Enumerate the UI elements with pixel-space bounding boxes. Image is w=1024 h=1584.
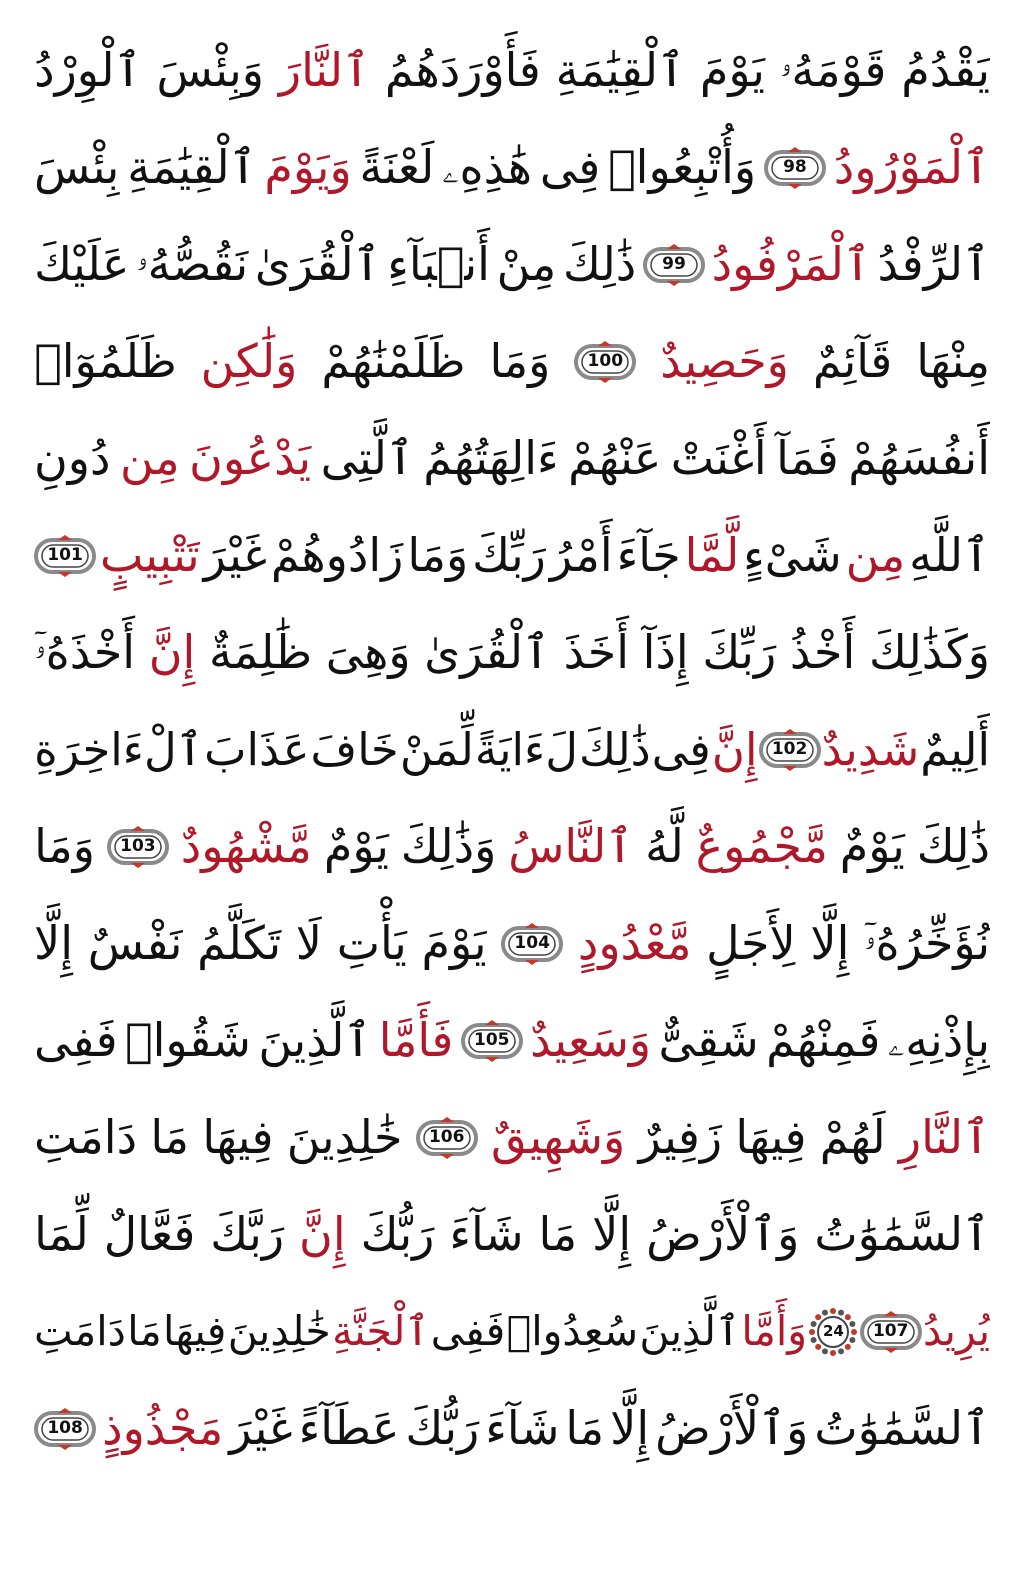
verse-word: ظَلَمُوٓا۟ [34, 334, 177, 388]
verse-word: رَبِّكَ [702, 625, 777, 679]
verse-word: نَقُصُّهُۥ [136, 237, 249, 291]
verse-word: أَخْذَهُۥٓ [34, 625, 136, 679]
ayah-number-marker [34, 534, 96, 578]
verse-word: ٱلسَّمَٰوَٰتُ [814, 1207, 990, 1261]
verse-word: عَلَيْكَ [34, 237, 130, 291]
verse-word: أَخْذُ [789, 625, 856, 679]
verse-word: مِنْ [496, 237, 557, 291]
verse-word: وَمَا [34, 819, 95, 873]
verse-word: ٱلنَّارَ [278, 43, 370, 97]
ayah-number: 107 [872, 1321, 909, 1341]
verse-word: يَوْمَ [699, 43, 765, 97]
verse-word: ٱللَّهِ [909, 528, 990, 582]
hizb-marker [808, 1307, 858, 1357]
verse-word: ظَلَمْنَٰهُمْ [321, 334, 466, 388]
verse-word: وَشَهِيقٌ [491, 1110, 626, 1164]
ayah-number-marker [643, 243, 705, 287]
ayah-number-marker [461, 1019, 523, 1063]
verse-word: أَغْنَتْ [670, 431, 767, 485]
verse-word: فِى [651, 723, 711, 776]
verse-word: وَلَٰكِن [200, 334, 298, 388]
verse-word: قَآئِمٌ [812, 334, 893, 388]
verse-word: يُرِيدُ [923, 1307, 990, 1355]
text-line [34, 410, 990, 507]
verse-word: فَفِى [430, 1307, 506, 1355]
verse-word: ٱلْءَاخِرَةِ [34, 723, 204, 776]
verse-word: ٱلْقُرَىٰ [254, 237, 381, 291]
ayah-number: 103 [120, 836, 156, 856]
text-line [34, 992, 990, 1089]
verse-word: لِأَجَلٍ [706, 916, 796, 970]
verse-word: سُعِدُوا۟ [506, 1307, 639, 1355]
verse-word: نَفْسٌ [87, 916, 183, 970]
ayah-number: 105 [474, 1030, 510, 1050]
verse-word: إِنَّ [299, 1207, 346, 1261]
text-line [34, 1089, 990, 1186]
verse-word: ٱلْقِيَٰمَةِ [555, 43, 685, 97]
ayah-number-marker [501, 922, 563, 966]
text-line [34, 604, 990, 701]
verse-word: يَدْعُونَ [189, 431, 312, 485]
verse-word: شَقِىٌّ [658, 1013, 759, 1067]
ayah-number-marker [107, 825, 169, 869]
verse-word: وَحَصِيدٌ [660, 334, 789, 388]
verse-word: ذَٰلِكَ [579, 723, 651, 776]
verse-word: دُونِ [34, 431, 111, 485]
ayah-number: 101 [47, 545, 83, 565]
text-line [34, 798, 990, 895]
text-line [34, 216, 990, 313]
ayah-number-marker [860, 1310, 922, 1354]
verse-word: تَكَلَّمُ [197, 916, 282, 970]
verse-word: فَمِنْهُمْ [766, 1013, 881, 1067]
verse-word: وَبِئْسَ [156, 43, 264, 97]
verse-word: هَٰذِهِۦ [442, 140, 533, 194]
verse-word: ءَالِهَتُهُمُ [423, 431, 559, 485]
verse-word: مِن [845, 528, 906, 582]
verse-word: رَبُّكَ [405, 1401, 480, 1455]
verse-word: عَذَابَ [204, 723, 310, 776]
verse-word: ذَٰلِكَ [562, 237, 637, 291]
verse-word: لَعْنَةً [359, 140, 435, 194]
verse-word: إِلَّا [610, 1401, 650, 1455]
text-line [34, 701, 990, 798]
verse-word: إِلَّا [34, 916, 74, 970]
verse-word: زَفِيرٌ [638, 1110, 723, 1164]
ayah-number-marker [764, 146, 826, 190]
verse-word: زَادُوهُمْ [270, 528, 404, 582]
verse-word: ٱلنَّاسُ [508, 819, 634, 873]
verse-word: ٱلْقُرَىٰ [424, 625, 550, 679]
text-line [34, 895, 990, 992]
verse-word: ٱلْمَرْفُودُ [711, 237, 871, 291]
ayah-number: 98 [783, 157, 807, 177]
verse-word: مَّجْمُوعٌ [695, 819, 828, 873]
verse-word: مَّعْدُودٍ [577, 916, 692, 970]
verse-word: شَآءَ [485, 1401, 560, 1455]
verse-word: مِنْهَا [916, 334, 990, 388]
verse-word: وَأُتْبِعُوا۟ [608, 140, 757, 194]
verse-word: وَيَوْمَ [264, 140, 352, 194]
verse-word: مَجْذُوذٍ [102, 1401, 224, 1455]
verse-word: لِّمَنْ [399, 723, 474, 776]
verse-word: خَٰلِدِينَ [227, 1307, 331, 1355]
text-line [34, 119, 990, 216]
verse-word: ٱلْقِيَٰمَةِ [127, 140, 257, 194]
verse-word: غَيْرَ [229, 1401, 293, 1455]
text-line [34, 1186, 990, 1283]
verse-word: إِلَّا [592, 1207, 632, 1261]
verse-word: أَمْرُ [549, 528, 613, 582]
verse-word: ٱلسَّمَٰوَٰتُ [814, 1401, 990, 1455]
verse-word: ٱلْجَنَّةِ [332, 1307, 430, 1355]
verse-word: فَعَّالٌ [103, 1207, 196, 1261]
verse-word: أَلِيمٌ [920, 723, 990, 776]
verse-word: عَطَآءً [298, 1401, 400, 1455]
verse-word: وَٱلْأَرْضُ [655, 1401, 809, 1455]
verse-word: فِى [539, 140, 601, 194]
verse-word: وَكَذَٰلِكَ [868, 625, 990, 679]
text-line [34, 313, 990, 410]
ayah-number-marker [574, 340, 636, 384]
text-line [34, 1380, 990, 1477]
verse-word: يَوْمٌ [839, 819, 905, 873]
ayah-number: 106 [428, 1127, 465, 1147]
verse-word: لَهُمْ [819, 1110, 886, 1164]
verse-word: ذَٰلِكَ [916, 819, 990, 873]
verse-word: يَوْمَ [421, 916, 487, 970]
verse-word: شَآءَ [449, 1207, 524, 1261]
ayah-number: 102 [771, 739, 808, 759]
verse-word: أَنۢبَآءِ [387, 237, 490, 291]
verse-word: وَسَعِيدٌ [530, 1013, 652, 1067]
verse-word: مَا [150, 1110, 190, 1164]
verse-word: فِيهَا [735, 1110, 807, 1164]
verse-word: مَا [127, 1307, 162, 1355]
verse-word: خَٰلِدِينَ [286, 1110, 403, 1164]
ayah-number: 108 [47, 1418, 83, 1438]
verse-word: مَا [538, 1207, 578, 1261]
verse-word: لَّمَّا [684, 528, 740, 582]
verse-word: ظَٰلِمَةٌ [209, 625, 313, 679]
verse-word: تَتْبِيبٍ [100, 528, 200, 582]
verse-word: فِيهَا [202, 1110, 274, 1164]
verse-word: وَمَا [489, 334, 551, 388]
verse-word: نُؤَخِّرُهُۥٓ [864, 916, 990, 970]
verse-word: مَّشْهُودٌ [180, 819, 312, 873]
verse-word: وَمَا [407, 528, 469, 582]
ayah-number-marker [759, 728, 821, 772]
verse-word: لَءَايَةً [474, 723, 578, 776]
verse-word: مِن [119, 431, 180, 485]
verse-word: وَأَمَّا [741, 1307, 808, 1355]
verse-word: أَنفُسَهُمْ [848, 431, 990, 485]
ayah-number-marker [416, 1116, 478, 1160]
verse-word: أَخَذَ [563, 625, 629, 679]
verse-word: فَأَوْرَدَهُمُ [384, 43, 541, 97]
text-line [34, 22, 990, 119]
verse-word: وَهِىَ [325, 625, 411, 679]
verse-word: رَبُّكَ [360, 1207, 435, 1261]
verse-word: لِّمَا [34, 1207, 89, 1261]
verse-word: ٱلَّذِينَ [639, 1307, 741, 1355]
verse-word: بِإِذْنِهِۦ [887, 1013, 990, 1067]
verse-word: شَدِيدٌ [821, 723, 920, 776]
verse-word: مَا [565, 1401, 605, 1455]
verse-word: ٱلنَّارِ [898, 1110, 990, 1164]
hizb-number: 24 [822, 1322, 844, 1340]
text-line [34, 507, 990, 604]
verse-word: عَنْهُمْ [568, 431, 662, 485]
ayah-number: 99 [662, 254, 686, 274]
verse-word: يَقْدُمُ [901, 43, 990, 97]
verse-word: فَفِى [34, 1013, 118, 1067]
verse-word: إِنَّ [711, 723, 758, 776]
verse-word: إِلَّا [810, 916, 850, 970]
verse-word: خَافَ [310, 723, 399, 776]
verse-word: ٱلرِّفْدُ [877, 237, 990, 291]
verse-word: جَآءَ [616, 528, 681, 582]
verse-word: ٱلَّتِى [320, 431, 414, 485]
ayah-number: 104 [514, 933, 550, 953]
verse-word: لَّهُ [645, 819, 684, 873]
verse-word: لَا [295, 916, 323, 970]
verse-word: إِنَّ [148, 625, 196, 679]
verse-word: يَأْتِ [336, 916, 407, 970]
verse-word: ٱلْمَوْرُودُ [833, 140, 990, 194]
ayah-number-marker [34, 1407, 96, 1451]
verse-word: ٱلَّذِينَ [258, 1013, 372, 1067]
verse-word: إِذَآ [642, 625, 689, 679]
verse-word: ٱلْوِرْدُ [34, 43, 142, 97]
verse-word: فَمَآ [776, 431, 839, 485]
verse-word: بِئْسَ [34, 140, 120, 194]
verse-word: قَوْمَهُۥ [779, 43, 887, 97]
verse-word: رَبِّكَ [472, 528, 546, 582]
verse-word: شَقُوا۟ [125, 1013, 251, 1067]
ayah-number: 100 [587, 351, 624, 371]
verse-word: فَأَمَّا [378, 1013, 454, 1067]
verse-word: وَٱلْأَرْضُ [646, 1207, 800, 1261]
verse-word: شَىْءٍ [743, 528, 842, 582]
text-line [34, 1283, 990, 1380]
verse-word: غَيْرَ [203, 528, 267, 582]
verse-word: وَذَٰلِكَ [400, 819, 497, 873]
verse-word: دَامَتِ [34, 1307, 126, 1355]
verse-word: فِيهَا [163, 1307, 227, 1355]
verse-word: رَبَّكَ [210, 1207, 285, 1261]
verse-word: دَامَتِ [34, 1110, 138, 1164]
verse-word: يَوْمٌ [323, 819, 389, 873]
